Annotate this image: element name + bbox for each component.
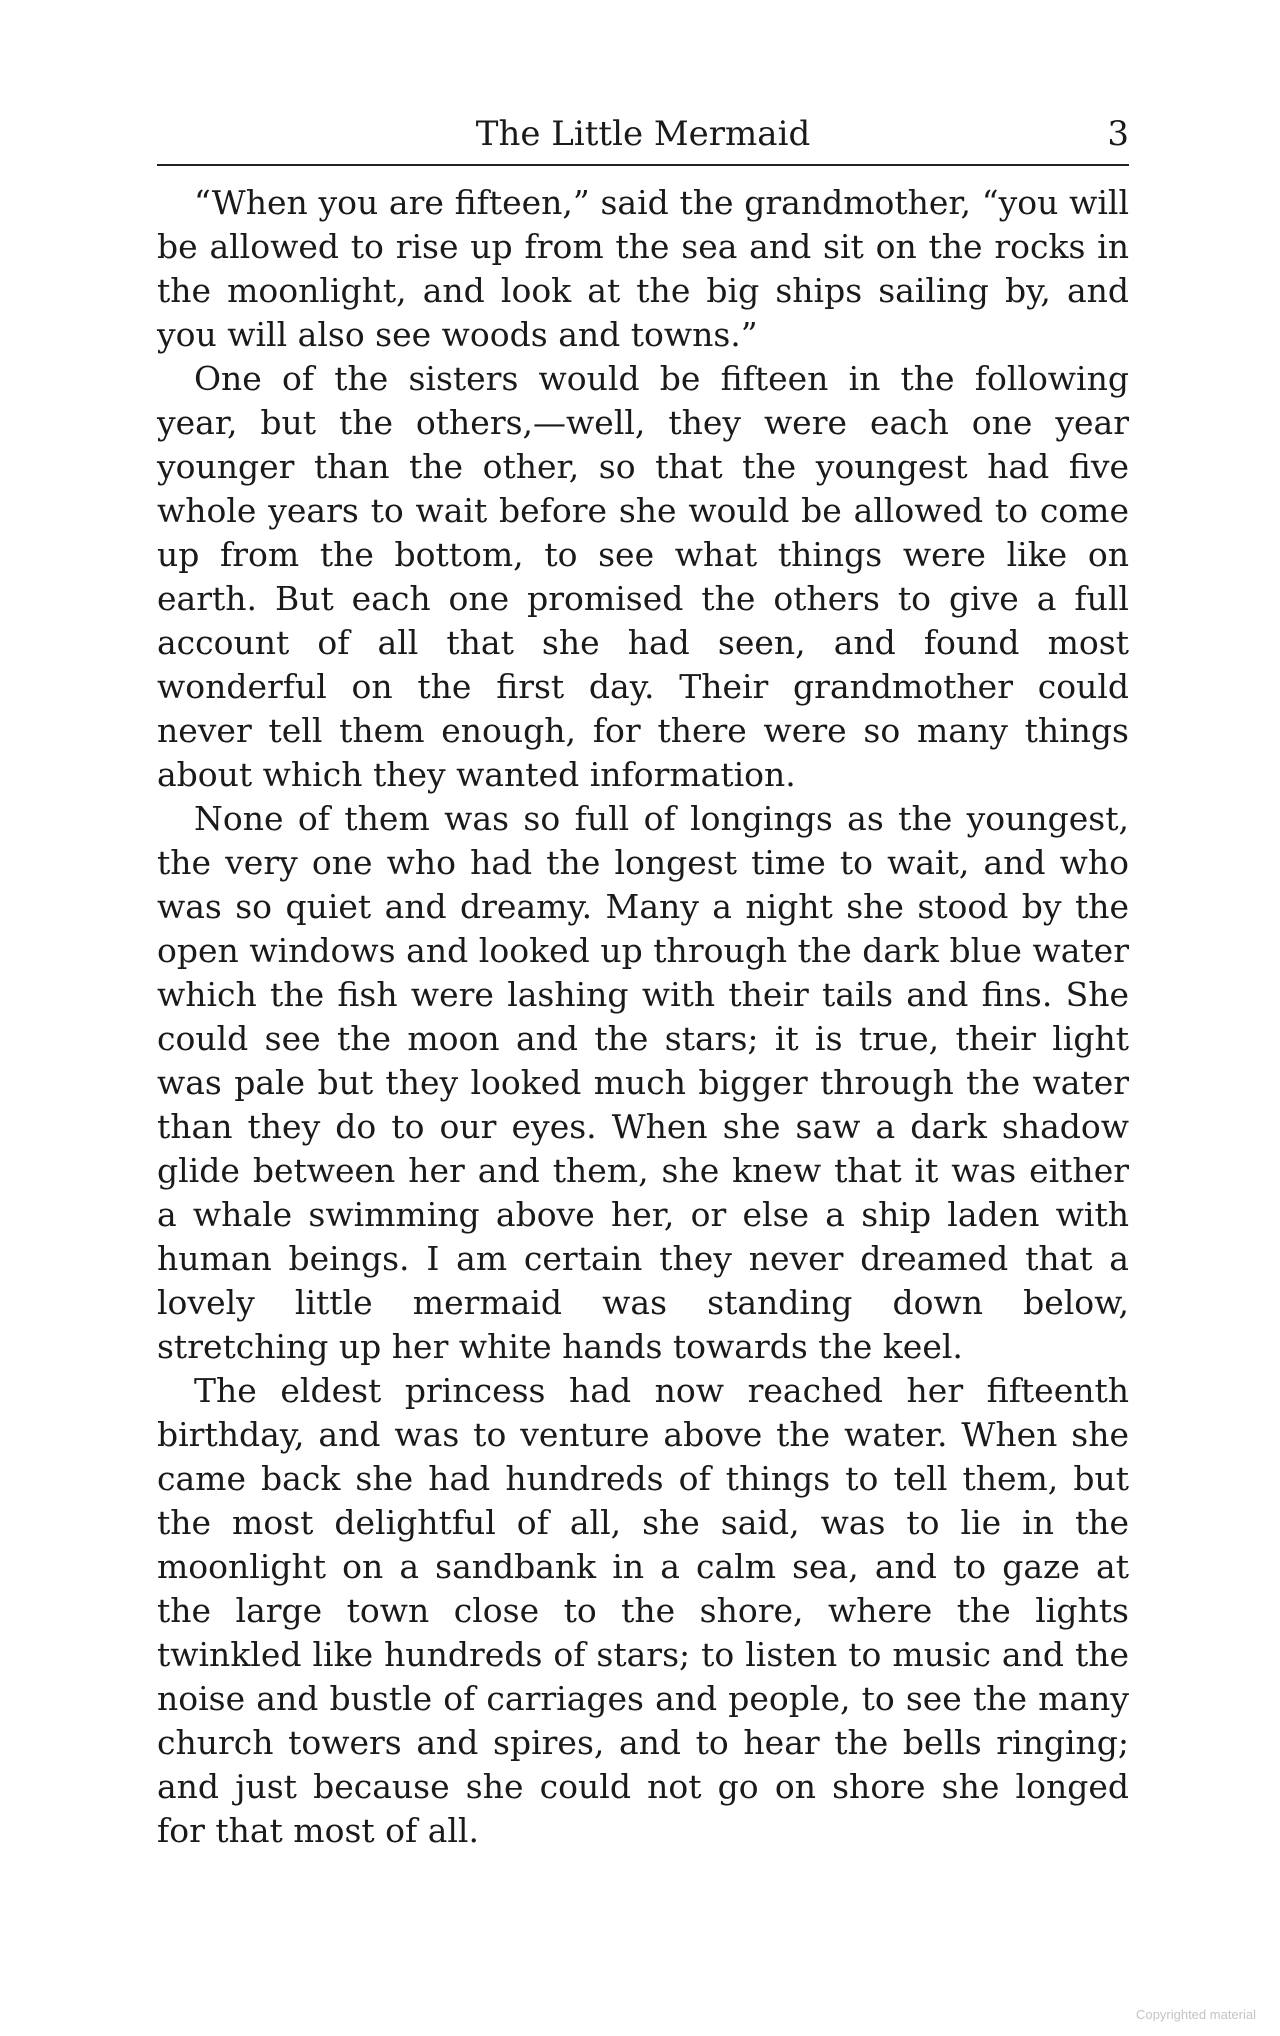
book-title: The Little Mermaid (475, 114, 811, 154)
page-number: 3 (1107, 114, 1129, 154)
paragraph: One of the sisters would be fifteen in the following year, but the others,—well, they were each one year younger than the other, so that the youngest had five whole years to wait before she would be allowed to come up from the bottom, to see what things were like on earth. But each one promised the others to give a full account of all that she had seen, and found most wonderful on the first day. Their grandmother could never tell them enough, for there were so many things about which they wanted information. (157, 359, 1129, 794)
paragraph: The eldest princess had now reached her fifteenth birthday, and was to venture above the water. When she came back she had hundreds of things to tell them, but the most delightful of all, she said, was to lie in the moonlight on a sandbank in a calm sea, and to gaze at the large town close to the shore, where the lights twinkled like hundreds of stars; to listen to music and the noise and bustle of carriages and people, to see the many church towers and spires, and to hear the bells ringing; and just because she could not go on shore she longed for that most of all. (157, 1371, 1129, 1850)
paragraph: “When you are fifteen,” said the grandmother, “you will be allowed to rise up from the sea and sit on the rocks in the moonlight, and look at the big ships sailing by, and you will also see woods and towns.” (157, 183, 1129, 354)
body-text (157, 181, 1129, 1853)
paragraph: None of them was so full of longings as the youngest, the very one who had the longest time to wait, and who was so quiet and dreamy. Many a night she stood by the open windows and looked up through the dark blue water which the fish were lashing with their tails and fins. She could see the moon and the stars; it is true, their light was pale but they looked much bigger through the water than they do to our eyes. When she saw a dark shadow glide between her and them, she knew that it was either a whale swimming above her, or else a ship laden with human beings. I am certain they never dreamed that a lovely little mermaid was standing down below, stretching up her white hands towards the keel. (157, 799, 1129, 1366)
copyright-notice: Copyrighted material (1136, 2007, 1256, 2022)
book-page (157, 110, 1129, 1853)
running-header (157, 110, 1129, 166)
